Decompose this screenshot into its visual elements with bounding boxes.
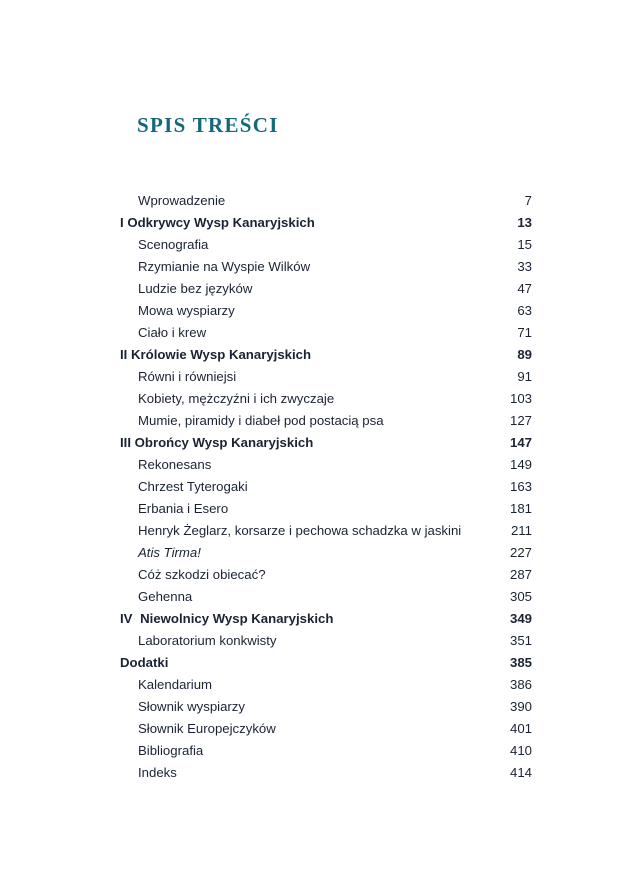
toc-page-number: 149 — [509, 457, 532, 472]
toc-entry-row[interactable] — [120, 325, 532, 347]
toc-entry-label: Kalendarium — [138, 677, 213, 692]
toc-page-number: 71 — [517, 325, 532, 340]
toc-entry-label: Odkrywcy Wysp Kanaryjskich — [127, 215, 315, 230]
toc-page-number: 15 — [517, 237, 532, 252]
toc-entry-row[interactable] — [120, 479, 532, 501]
toc-page-number: 127 — [509, 413, 532, 428]
toc-chapter-numeral: II — [120, 347, 128, 362]
toc-page-number: 7 — [524, 193, 532, 208]
toc-page-number: 91 — [517, 369, 532, 384]
toc-entry-label: Atis Tirma! — [138, 545, 201, 560]
toc-page-number: 147 — [509, 435, 532, 450]
toc-entry-row[interactable] — [120, 699, 532, 721]
toc-entry-label: Dodatki — [120, 655, 169, 670]
toc-page-number: 181 — [509, 501, 532, 516]
toc-chapter-row[interactable] — [120, 435, 532, 457]
toc-entry-row[interactable] — [120, 457, 532, 479]
toc-entry-row[interactable] — [120, 545, 532, 567]
toc-entry-label: Gehenna — [138, 589, 193, 604]
toc-entry-row[interactable] — [120, 677, 532, 699]
toc-page-number: 211 — [510, 523, 532, 538]
toc-entry-row[interactable] — [120, 567, 532, 589]
toc-chapter-row[interactable] — [120, 347, 532, 369]
toc-entry-label: Niewolnicy Wysp Kanaryjskich — [140, 611, 334, 626]
toc-page-number: 386 — [509, 677, 532, 692]
toc-entry-row[interactable] — [120, 281, 532, 303]
toc-entry-row[interactable] — [120, 765, 532, 787]
toc-page-number: 89 — [517, 347, 532, 362]
toc-page-number: 414 — [509, 765, 532, 780]
toc-entry-row[interactable] — [120, 259, 532, 281]
toc-entry-row[interactable] — [120, 413, 532, 435]
toc-entry-label: Kobiety, mężczyźni i ich zwyczaje — [138, 391, 335, 406]
table-of-contents-list — [120, 193, 532, 787]
toc-entry-label: Słownik wyspiarzy — [138, 699, 245, 714]
toc-chapter-row[interactable] — [120, 655, 532, 677]
toc-entry-label: Erbania i Esero — [138, 501, 229, 516]
toc-entry-label: Chrzest Tyterogaki — [138, 479, 248, 494]
toc-page-number: 305 — [509, 589, 532, 604]
toc-entry-label: Obrońcy Wysp Kanaryjskich — [134, 435, 314, 450]
toc-page-number: 385 — [509, 655, 532, 670]
toc-entry-label: Mowa wyspiarzy — [138, 303, 235, 318]
toc-entry-label: Wprowadzenie — [138, 193, 226, 208]
toc-page-number: 47 — [517, 281, 532, 296]
toc-page-number: 103 — [509, 391, 532, 406]
toc-entry-label: Mumie, piramidy i diabeł pod postacią psa — [138, 413, 384, 428]
toc-chapter-numeral: IV — [120, 611, 133, 626]
toc-page-number: 227 — [509, 545, 532, 560]
toc-entry-row[interactable] — [120, 523, 532, 545]
toc-entry-row[interactable] — [120, 193, 532, 215]
toc-entry-label: Cóż szkodzi obiecać? — [138, 567, 266, 582]
page-title: SPIS TREŚCI — [137, 113, 279, 138]
toc-entry-label: Królowie Wysp Kanaryjskich — [131, 347, 312, 362]
toc-entry-label: Laboratorium konkwisty — [138, 633, 277, 648]
toc-page-number: 63 — [517, 303, 532, 318]
toc-entry-label: Indeks — [138, 765, 177, 780]
toc-page-number: 33 — [517, 259, 532, 274]
toc-entry-row[interactable] — [120, 501, 532, 523]
toc-page-number: 410 — [509, 743, 532, 758]
toc-chapter-numeral: I — [120, 215, 124, 230]
toc-page-number: 163 — [509, 479, 532, 494]
toc-page-number: 390 — [509, 699, 532, 714]
toc-page-number: 13 — [517, 215, 532, 230]
toc-entry-row[interactable] — [120, 369, 532, 391]
toc-entry-row[interactable] — [120, 633, 532, 655]
toc-entry-label: Rekonesans — [138, 457, 212, 472]
toc-entry-row[interactable] — [120, 237, 532, 259]
toc-entry-row[interactable] — [120, 589, 532, 611]
toc-entry-label: Scenografia — [138, 237, 209, 252]
toc-entry-row[interactable] — [120, 303, 532, 325]
toc-page-number: 287 — [509, 567, 532, 582]
toc-chapter-row[interactable] — [120, 215, 532, 237]
toc-entry-label: Rzymianie na Wyspie Wilków — [138, 259, 311, 274]
toc-page-number: 351 — [509, 633, 532, 648]
toc-entry-row[interactable] — [120, 391, 532, 413]
toc-entry-label: Bibliografia — [138, 743, 204, 758]
toc-chapter-numeral: III — [120, 435, 131, 450]
toc-entry-label: Słownik Europejczyków — [138, 721, 276, 736]
toc-entry-label: Henryk Żeglarz, korsarze i pechowa schadzka w jaskini — [138, 523, 462, 538]
toc-entry-row[interactable] — [120, 721, 532, 743]
toc-entry-label: Ludzie bez języków — [138, 281, 253, 296]
toc-entry-label: Ciało i krew — [138, 325, 207, 340]
toc-entry-row[interactable] — [120, 743, 532, 765]
toc-page-number: 349 — [509, 611, 532, 626]
toc-entry-label: Równi i równiejsi — [138, 369, 237, 384]
toc-page-number: 401 — [509, 721, 532, 736]
toc-chapter-row[interactable] — [120, 611, 532, 633]
